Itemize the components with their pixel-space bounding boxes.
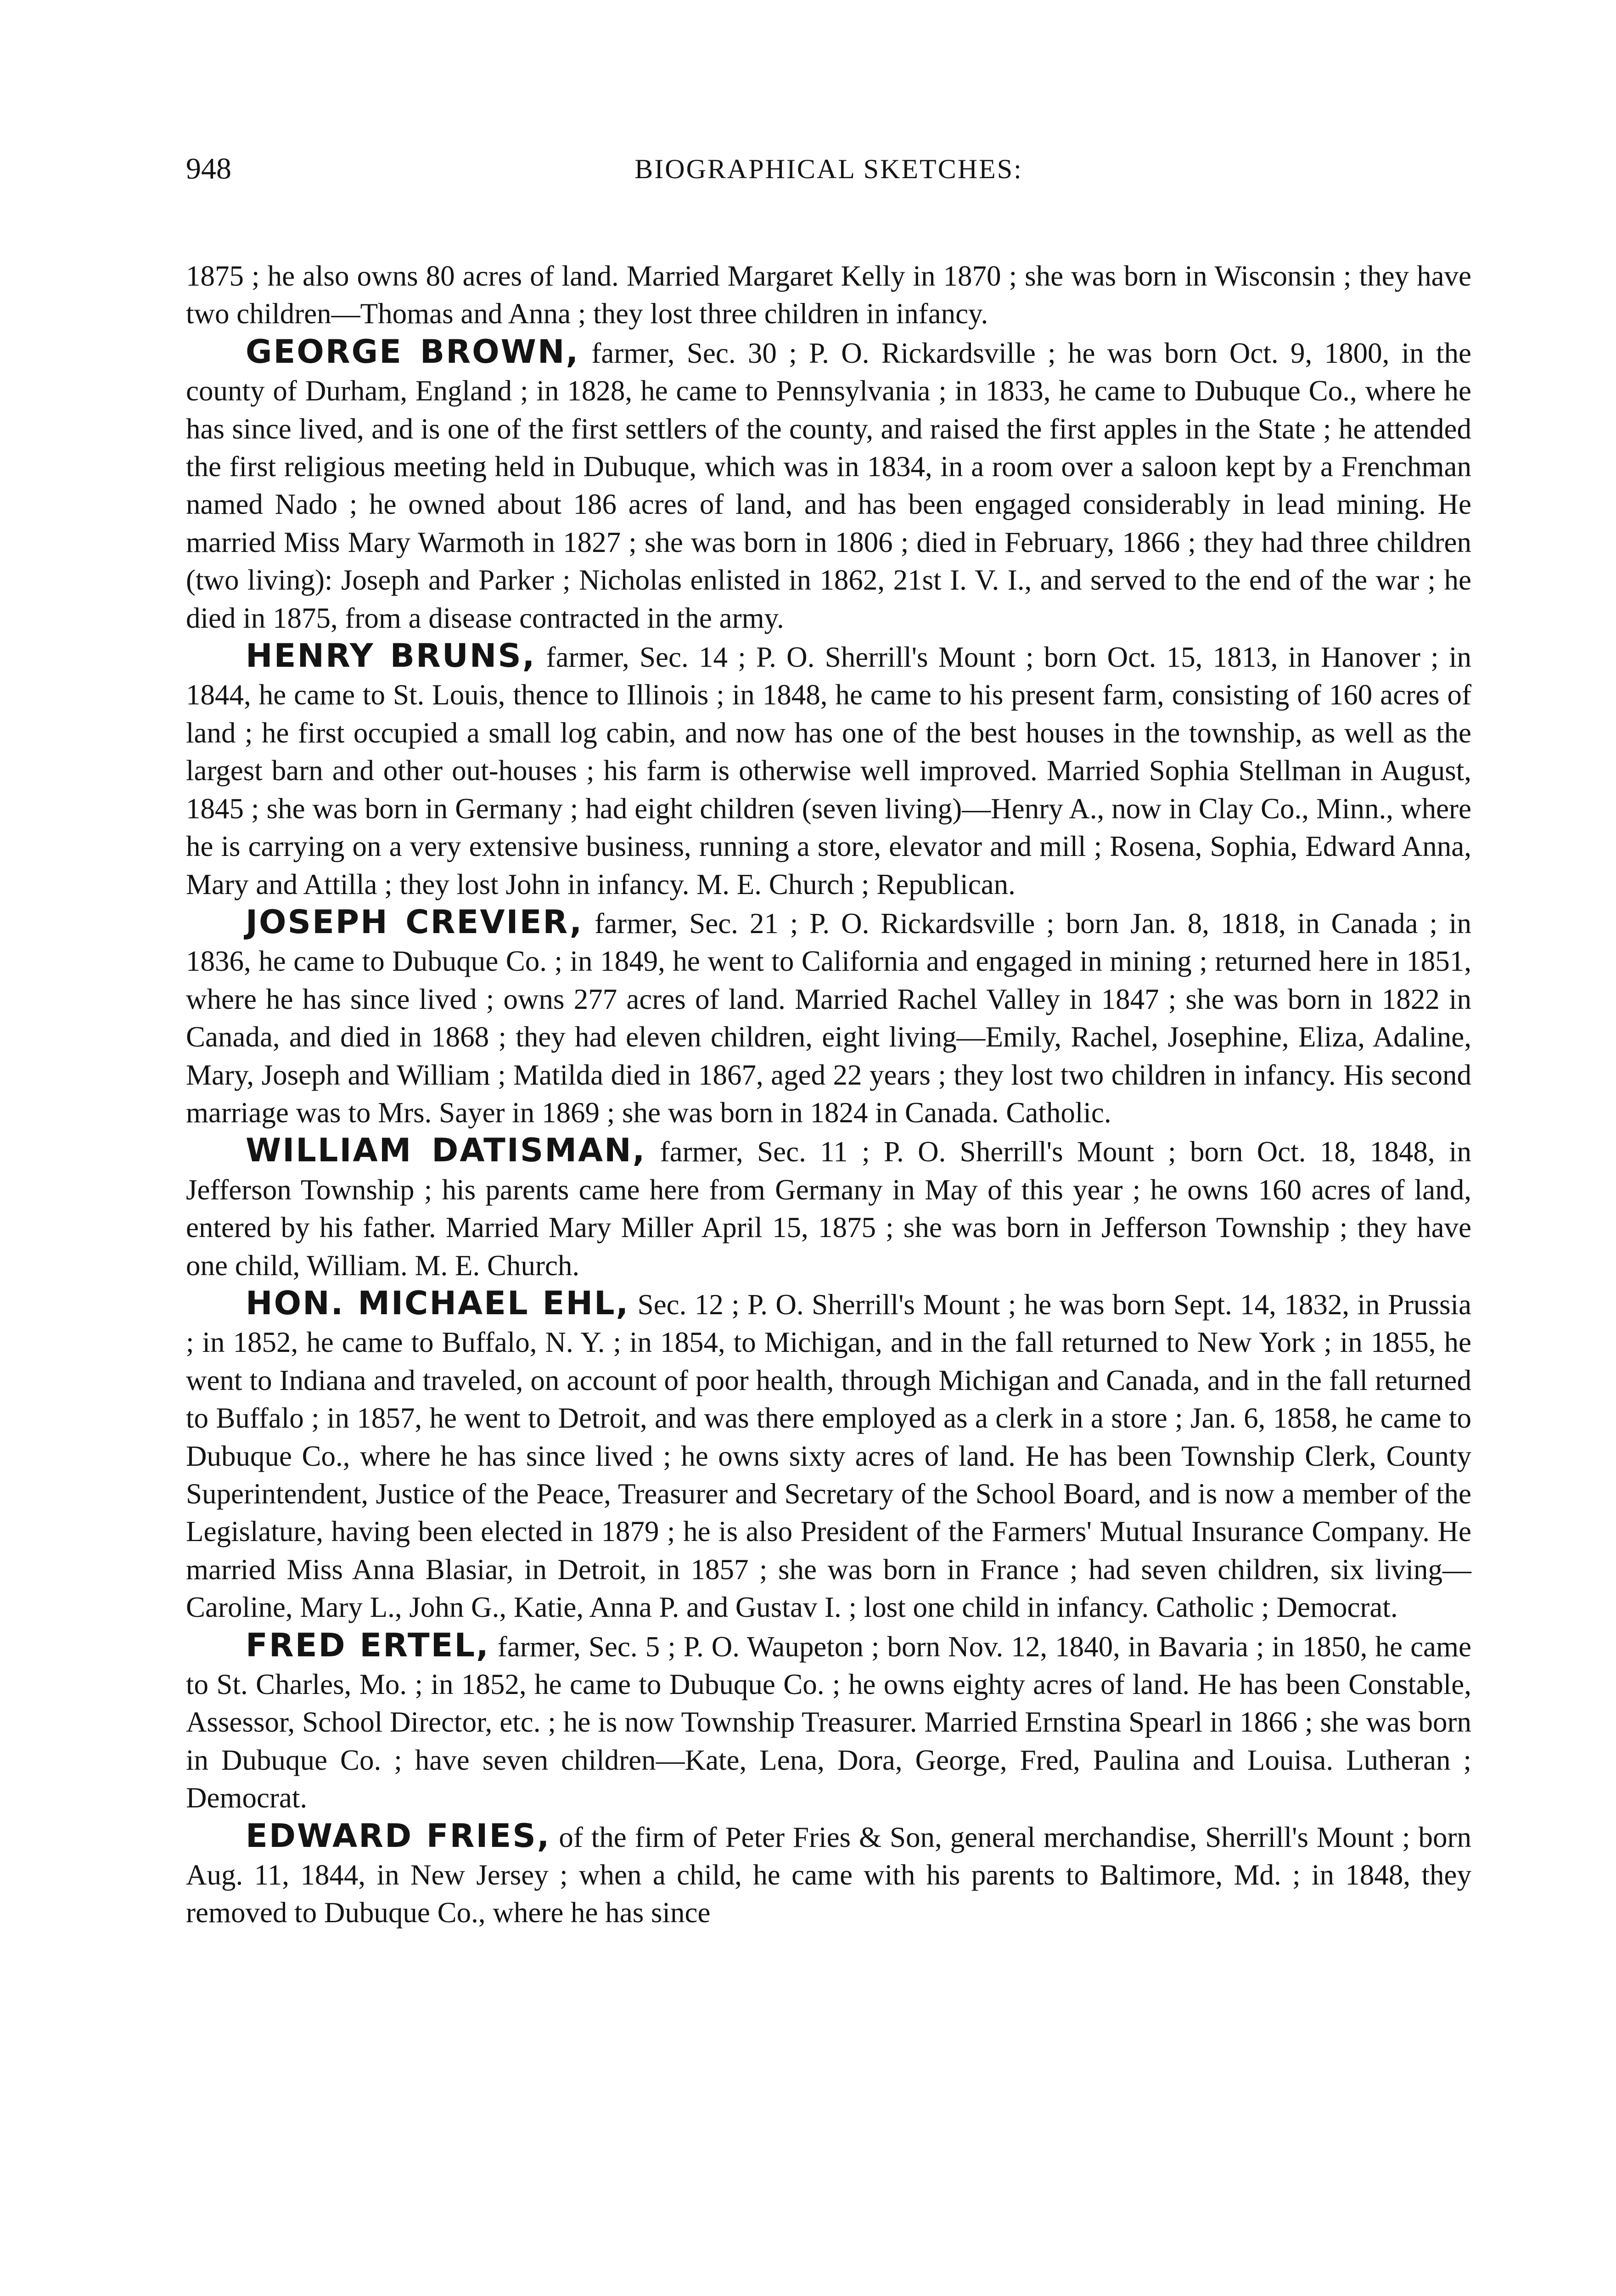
biography-entry-william-datisman: [186, 1131, 1471, 1284]
biography-entry-edward-fries: [186, 1817, 1471, 1932]
entry-name: JOSEPH CREVIER,: [246, 903, 584, 941]
continuation-paragraph: 1875 ; he also owns 80 acres of land. Married Margaret Kelly in 1870 ; she was born in Wisconsin ; they have two children—Thomas and Anna ; they lost three children in infancy.: [186, 260, 1471, 330]
entry-text: farmer, Sec. 5 ; P. O. Waupeton ; born Nov. 12, 1840, in Bavaria ; in 1850, he came to St. Charles, Mo. ; in 1852, he came to Dubuque Co. ; he owns eighty acres of land. He has been Constable, Assessor, School Director, etc. ; he is now Township Treasurer. Married Ernstina Spearl in 1866 ; she was born in Dubuque Co. ; have seven children—Kate, Lena, Dora, George, Fred, Paulina and Louisa. Lutheran ; Democrat.: [186, 1630, 1471, 1814]
entry-name: WILLIAM DATISMAN,: [246, 1131, 646, 1170]
page-number: 948: [186, 152, 231, 186]
entry-name: GEORGE BROWN,: [246, 332, 580, 371]
entry-text: farmer, Sec. 11 ; P. O. Sherrill's Mount ; born Oct. 18, 1848, in Jefferson Township ; his parents came here from Germany in May of this year ; he owns 160 acres of land, entered by his father. Married Mary Miller April 15, 1875 ; she was born in Jefferson Township ; they have one child, William. M. E. Church.: [186, 1136, 1471, 1282]
biography-entry-joseph-crevier: [186, 903, 1471, 1131]
biography-entry-michael-ehl: [186, 1284, 1471, 1626]
entry-text: farmer, Sec. 21 ; P. O. Rickardsville ; born Jan. 8, 1818, in Canada ; in 1836, he came to Dubuque Co. ; in 1849, he went to California and engaged in mining ; returned here in 1851, where he has since lived ; owns 277 acres of land. Married Rachel Valley in 1847 ; she was born in 1822 in Canada, and died in 1868 ; they had eleven children, eight living—Emily, Rachel, Josephine, Eliza, Adaline, Mary, Joseph and William ; Matilda died in 1867, aged 22 years ; they lost two children in infancy. His second marriage was to Mrs. Sayer in 1869 ; she was born in 1824 in Canada. Catholic.: [186, 907, 1471, 1129]
running-head: BIOGRAPHICAL SKETCHES:: [634, 154, 1023, 184]
entry-name: EDWARD FRIES,: [246, 1817, 551, 1855]
entry-name: FRED ERTEL,: [246, 1626, 490, 1664]
page-header: [186, 146, 1471, 197]
entry-name: HON. MICHAEL EHL,: [246, 1284, 630, 1322]
entry-text: farmer, Sec. 30 ; P. O. Rickardsville ; he was born Oct. 9, 1800, in the county of Durham, England ; in 1828, he came to Pennsylvania ; in 1833, he came to Dubuque Co., where he has since lived, and is one of the first settlers of the county, and raised the first apples in the State ; he attended the first religious meeting held in Dubuque, which was in 1834, in a room over a saloon kept by a Frenchman named Nado ; he owned about 186 acres of land, and has been engaged considerably in lead mining. He married Miss Mary Warmoth in 1827 ; she was born in 1806 ; died in February, 1866 ; they had three children (two living): Joseph and Parker ; Nicholas enlisted in 1862, 21st I. V. I., and served to the end of the war ; he died in 1875, from a disease contracted in the army.: [186, 337, 1471, 634]
entry-text: farmer, Sec. 14 ; P. O. Sherrill's Mount ; born Oct. 15, 1813, in Hanover ; in 1844, he came to St. Louis, thence to Illinois ; in 1848, he came to his present farm, consisting of 160 acres of land ; he first occupied a small log cabin, and now has one of the best houses in the township, as well as the largest barn and other out-houses ; his farm is otherwise well improved. Married Sophia Stellman in August, 1845 ; she was born in Germany ; had eight children (seven living)—Henry A., now in Clay Co., Minn., where he is carrying on a very extensive business, running a store, elevator and mill ; Rosena, Sophia, Edward Anna, Mary and Attilla ; they lost John in infancy. M. E. Church ; Republican.: [186, 641, 1471, 900]
entry-text: Sec. 12 ; P. O. Sherrill's Mount ; he was born Sept. 14, 1832, in Prussia ; in 1852, he came to Buffalo, N. Y. ; in 1854, to Michigan, and in the fall returned to New York ; in 1855, he went to Indiana and traveled, on account of poor health, through Michigan and Canada, and in the fall returned to Buffalo ; in 1857, he went to Detroit, and was there employed as a clerk in a store ; Jan. 6, 1858, he came to Dubuque Co., where he has since lived ; he owns sixty acres of land. He has been Township Clerk, County Superintendent, Justice of the Peace, Treasurer and Secretary of the School Board, and is now a member of the Legislature, having been elected in 1879 ; he is also President of the Farmers' Mutual Insurance Company. He married Miss Anna Blasiar, in Detroit, in 1857 ; she was born in France ; had seven children, six living—Caroline, Mary L., John G., Katie, Anna P. and Gustav I. ; lost one child in infancy. Catholic ; Democrat.: [186, 1288, 1471, 1624]
body-text: [186, 257, 1471, 1932]
entry-text: of the firm of Peter Fries & Son, general merchandise, Sherrill's Mount ; born Aug. 11, 1844, in New Jersey ; when a child, he came with his parents to Baltimore, Md. ; in 1848, they removed to Dubuque Co., where he has since: [186, 1821, 1471, 1929]
entry-name: HENRY BRUNS,: [246, 637, 536, 675]
biography-entry-george-brown: [186, 333, 1471, 637]
biography-entry-henry-bruns: [186, 637, 1471, 903]
biography-entry-fred-ertel: [186, 1626, 1471, 1817]
